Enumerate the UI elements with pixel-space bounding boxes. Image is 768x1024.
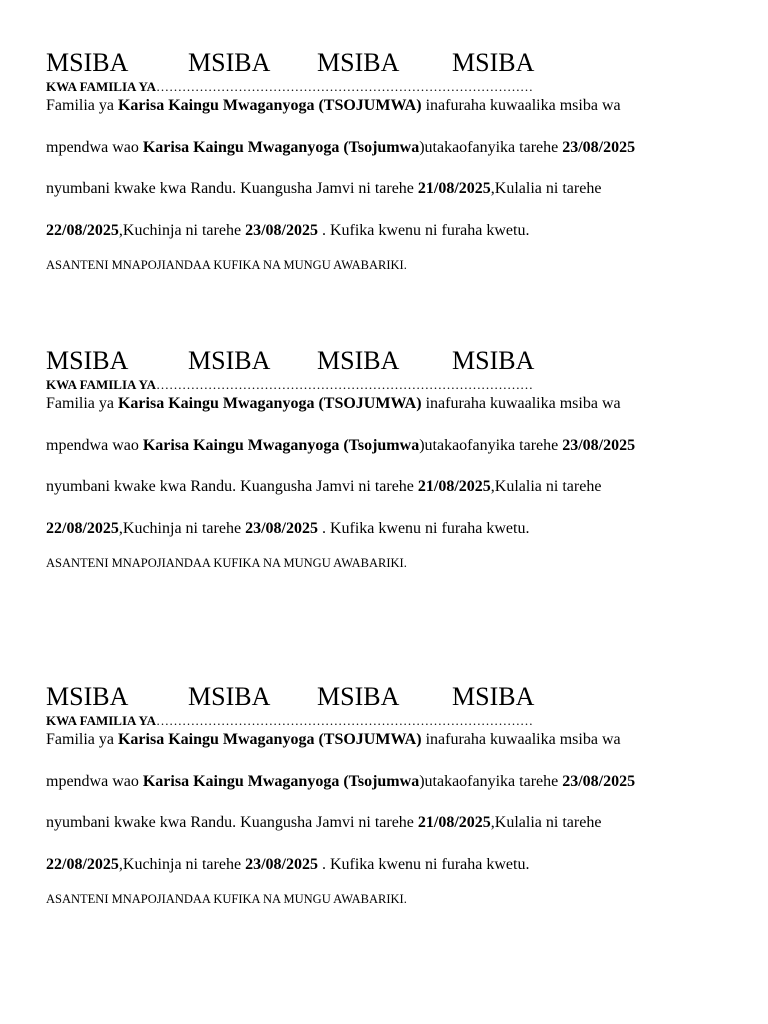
notice-body bbox=[46, 95, 746, 241]
body-line bbox=[46, 178, 746, 199]
body-line bbox=[46, 771, 746, 792]
closing-line: ASANTENI MNAPOJIANDAA KUFIKA NA MUNGU AWABARIKI. bbox=[46, 257, 407, 272]
text-run: ,Kulalia ni tarehe bbox=[490, 180, 602, 197]
text-run-bold: Karisa Kaingu Mwaganyoga (Tsojumwa bbox=[142, 436, 420, 454]
text-run-bold: 22/08/2025 bbox=[46, 221, 119, 239]
text-run-bold: 22/08/2025 bbox=[46, 855, 119, 873]
text-run: inafuraha kuwaalika msiba wa bbox=[421, 97, 621, 114]
text-run-bold: 23/08/2025 bbox=[562, 772, 636, 790]
notice-body bbox=[46, 729, 746, 875]
headline-word: MSIBA bbox=[452, 346, 535, 375]
text-run: nyumbani kwake kwa Randu. Kuangusha Jamvi ni tarehe bbox=[46, 478, 418, 495]
text-run: ,Kulalia ni tarehe bbox=[490, 478, 602, 495]
text-run: . Kufika kwenu ni furaha kwetu. bbox=[317, 519, 530, 537]
family-line bbox=[46, 713, 746, 729]
text-run: ,Kulalia ni tarehe bbox=[490, 814, 602, 831]
closing-line: ASANTENI MNAPOJIANDAA KUFIKA NA MUNGU AWABARIKI. bbox=[46, 891, 407, 906]
text-run: mpendwa wao bbox=[46, 772, 143, 790]
text-run-bold: Karisa Kaingu Mwaganyoga (TSOJUMWA) bbox=[117, 731, 422, 748]
text-run-bold: 23/08/2025 bbox=[562, 436, 636, 454]
text-run: ,Kuchinja ni tarehe bbox=[118, 855, 246, 873]
family-label: KWA FAMILIA YA bbox=[46, 377, 157, 392]
headline-word: MSIBA bbox=[188, 346, 271, 375]
text-run: Familia ya bbox=[46, 395, 118, 412]
headline-word: MSIBA bbox=[46, 48, 129, 77]
headline-word: MSIBA bbox=[188, 48, 271, 77]
text-run-bold: 23/08/2025 bbox=[245, 221, 318, 239]
text-run: )utakaofanyika tarehe bbox=[419, 436, 563, 454]
text-run: mpendwa wao bbox=[46, 436, 143, 454]
text-run-bold: 23/08/2025 bbox=[562, 138, 636, 156]
text-run: Familia ya bbox=[46, 97, 118, 114]
text-run: Familia ya bbox=[46, 731, 118, 748]
body-line bbox=[46, 812, 746, 833]
text-run-bold: 21/08/2025 bbox=[417, 180, 491, 197]
text-run-bold: Karisa Kaingu Mwaganyoga (TSOJUMWA) bbox=[117, 97, 422, 114]
text-run: mpendwa wao bbox=[46, 138, 143, 156]
headline-word: MSIBA bbox=[317, 346, 400, 375]
funeral-notice-3 bbox=[46, 682, 746, 907]
family-dots: …………………………………………………………………………… bbox=[156, 79, 534, 94]
text-run: . Kufika kwenu ni furaha kwetu. bbox=[317, 221, 530, 239]
family-line bbox=[46, 377, 746, 393]
headline-word: MSIBA bbox=[46, 346, 129, 375]
text-run: ,Kuchinja ni tarehe bbox=[118, 519, 246, 537]
notice-headline bbox=[46, 48, 746, 78]
headline-word: MSIBA bbox=[452, 682, 535, 711]
body-line bbox=[46, 137, 746, 158]
text-run-bold: 21/08/2025 bbox=[417, 814, 491, 831]
text-run: )utakaofanyika tarehe bbox=[419, 138, 563, 156]
body-line bbox=[46, 476, 746, 497]
text-run: )utakaofanyika tarehe bbox=[419, 772, 563, 790]
headline-word: MSIBA bbox=[317, 682, 400, 711]
family-label: KWA FAMILIA YA bbox=[46, 79, 157, 94]
text-run-bold: 22/08/2025 bbox=[46, 519, 119, 537]
headline-word: MSIBA bbox=[188, 682, 271, 711]
family-label: KWA FAMILIA YA bbox=[46, 713, 157, 728]
notice-body bbox=[46, 393, 746, 539]
body-line bbox=[46, 518, 746, 539]
text-run-bold: 23/08/2025 bbox=[245, 519, 318, 537]
funeral-notice-1 bbox=[46, 48, 746, 273]
funeral-notice-2 bbox=[46, 346, 746, 571]
text-run: . Kufika kwenu ni furaha kwetu. bbox=[317, 855, 530, 873]
text-run: nyumbani kwake kwa Randu. Kuangusha Jamvi ni tarehe bbox=[46, 180, 418, 197]
text-run: inafuraha kuwaalika msiba wa bbox=[421, 395, 621, 412]
text-run-bold: 23/08/2025 bbox=[245, 855, 318, 873]
body-line bbox=[46, 854, 746, 875]
family-dots: …………………………………………………………………………… bbox=[156, 713, 534, 728]
text-run-bold: 21/08/2025 bbox=[417, 478, 491, 495]
body-line bbox=[46, 95, 746, 116]
text-run-bold: Karisa Kaingu Mwaganyoga (Tsojumwa bbox=[142, 772, 420, 790]
text-run: nyumbani kwake kwa Randu. Kuangusha Jamvi ni tarehe bbox=[46, 814, 418, 831]
family-line bbox=[46, 79, 746, 95]
text-run-bold: Karisa Kaingu Mwaganyoga (Tsojumwa bbox=[142, 138, 420, 156]
body-line bbox=[46, 435, 746, 456]
notice-headline bbox=[46, 682, 746, 712]
closing-line: ASANTENI MNAPOJIANDAA KUFIKA NA MUNGU AWABARIKI. bbox=[46, 555, 407, 570]
body-line bbox=[46, 393, 746, 414]
headline-word: MSIBA bbox=[317, 48, 400, 77]
text-run: inafuraha kuwaalika msiba wa bbox=[421, 731, 621, 748]
body-line bbox=[46, 729, 746, 750]
text-run: ,Kuchinja ni tarehe bbox=[118, 221, 246, 239]
notice-headline bbox=[46, 346, 746, 376]
headline-word: MSIBA bbox=[46, 682, 129, 711]
headline-word: MSIBA bbox=[452, 48, 535, 77]
family-dots: …………………………………………………………………………… bbox=[156, 377, 534, 392]
body-line bbox=[46, 220, 746, 241]
text-run-bold: Karisa Kaingu Mwaganyoga (TSOJUMWA) bbox=[117, 395, 422, 412]
